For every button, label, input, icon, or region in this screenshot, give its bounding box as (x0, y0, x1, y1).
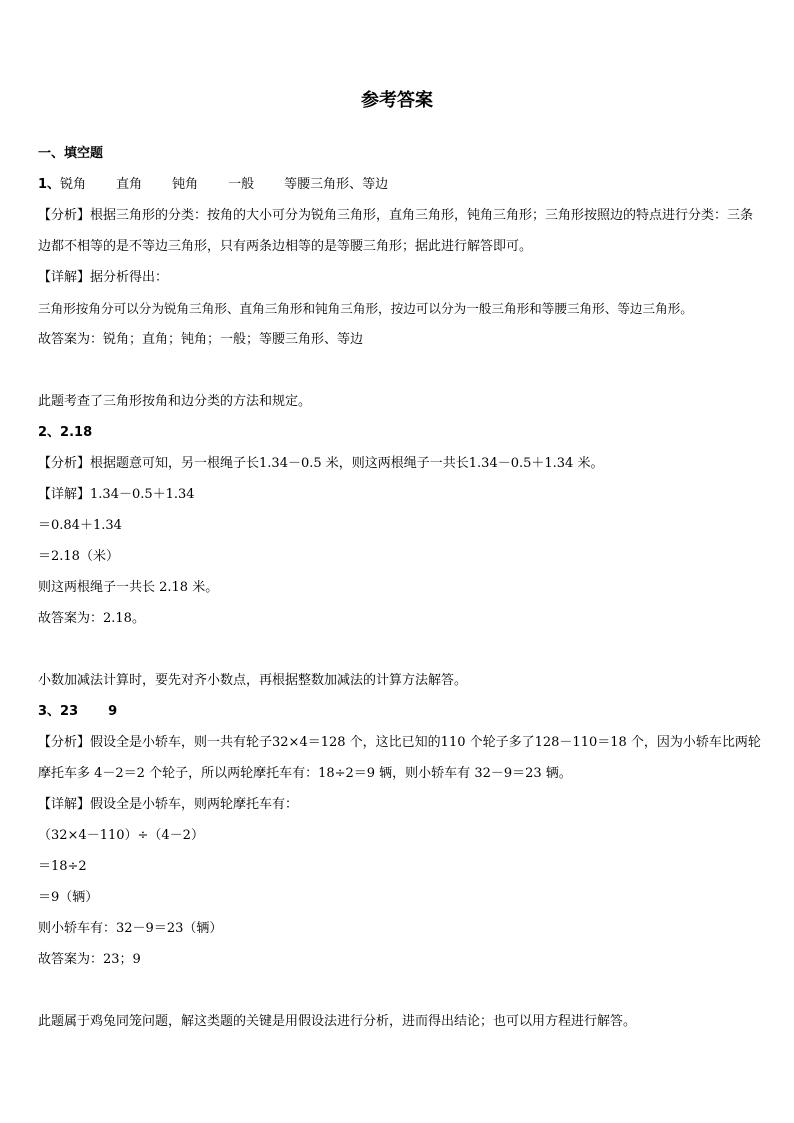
analysis-tag: 【分析】 (38, 208, 91, 223)
detail-tag: 【详解】 (38, 270, 91, 285)
q2-analysis-text: 根据题意可知，另一根绳子长1.34－0.5 米，则这两根绳子一共长1.34－0.5＋1.34 米。 (90, 456, 604, 471)
analysis-tag: 【分析】 (38, 735, 91, 750)
q2-step: ＝0.84＋1.34 (38, 518, 122, 533)
q3-comment: 此题属于鸡兔同笼问题，解这类题的关键是用假设法进行分析，进而得出结论；也可以用方程进行解答。 (38, 1014, 637, 1029)
q3-answer: 23 (60, 704, 79, 719)
q1-detail-line: 三角形按角分可以分为锐角三角形、直角三角形和钝角三角形，按边可以分为一般三角形和等腰三角形、等边三角形。 (38, 301, 693, 316)
q1-comment: 此题考查了三角形按角和边分类的方法和规定。 (38, 394, 312, 409)
q1-answer-line (38, 169, 762, 200)
q1-answer: 锐角 (60, 177, 87, 192)
q1-analysis-text: 根据三角形的分类：按角的大小可分为锐角三角形，直角三角形，钝角三角形；三角形按照边的特点进行分类：三条边都不相等的是不等边三角形，只有两条边相等的是等腰三角形；据此进行解答即可。 (38, 208, 754, 254)
q1-detail-text: 据分析得出： (90, 270, 169, 285)
detail-tag: 【详解】 (38, 487, 91, 502)
q3-step: 则小轿车有：32－9＝23（辆） (38, 921, 223, 936)
q3-final-answer: 故答案为：23；9 (38, 952, 141, 967)
q1-analysis (38, 200, 762, 262)
q2-number: 2、 (38, 425, 61, 440)
q2-final-answer: 故答案为：2.18。 (38, 611, 145, 626)
q3-step: （32×4－110）÷（4－2） (38, 828, 204, 843)
page-title: 参考答案 (361, 90, 433, 111)
q2-step: ＝2.18（米） (38, 549, 119, 564)
q3-detail (38, 789, 762, 820)
q1-answer: 直角 (116, 177, 143, 192)
q3-detail-text: 假设全是小轿车，则两轮摩托车有： (90, 797, 299, 812)
q3-step: ＝9（辆） (38, 890, 99, 905)
q3-answer-line (38, 696, 762, 727)
q3-analysis-text: 假设全是小轿车，则一共有轮子32×4＝128 个，这比已知的110 个轮子多了128－110＝18 个，因为小轿车比两轮摩托车多 4－2＝2 个轮子，所以两轮摩托车有：18÷2＝9 辆，则小轿车有 32－9＝23 辆。 (38, 735, 761, 781)
q1-answer: 等腰三角形、等边 (284, 177, 389, 192)
q2-detail (38, 479, 762, 510)
q2-detail-text: 1.34－0.5＋1.34 (90, 487, 195, 502)
q1-detail (38, 262, 762, 293)
q3-analysis (38, 727, 762, 789)
q3-step: ＝18÷2 (38, 859, 87, 874)
q2-comment: 小数加减法计算时，要先对齐小数点，再根据整数加减法的计算方法解答。 (38, 673, 468, 688)
q1-answer: 钝角 (172, 177, 199, 192)
analysis-tag: 【分析】 (38, 456, 91, 471)
q1-final-answer: 故答案为：锐角；直角；钝角；一般；等腰三角形、等边 (38, 332, 364, 347)
q3-number: 3、 (38, 704, 61, 719)
q2-answer-line (38, 417, 762, 448)
q2-answer: 2.18 (60, 425, 93, 440)
q2-step: 则这两根绳子一共长 2.18 米。 (38, 580, 219, 595)
q2-analysis (38, 448, 762, 479)
answer-content (38, 138, 762, 1037)
q1-number: 1、 (38, 177, 61, 192)
section-heading: 一、填空题 (38, 146, 104, 161)
detail-tag: 【详解】 (38, 797, 91, 812)
q1-answer: 一般 (228, 177, 255, 192)
q3-answer: 9 (108, 704, 118, 719)
